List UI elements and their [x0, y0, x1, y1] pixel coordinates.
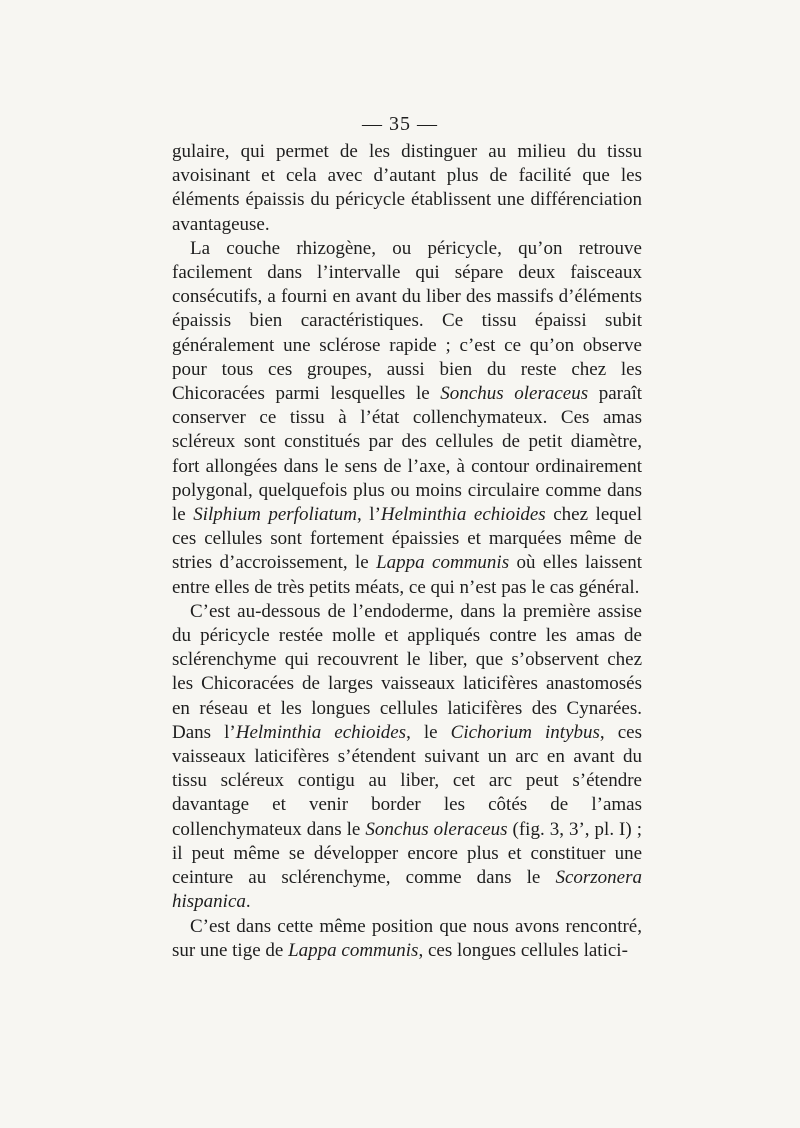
text-run: C’est au-dessous de l’endoderme, dans la première assise du péricycle restée molle et appliqués contre les amas de sclérenchyme qui recouvrent le liber, que s’observent chez les Chicoracées de larges vaisseaux laticifères anastomosés en réseau et les longues cellules laticifères des Cynarées. Dans l’	[172, 600, 642, 743]
text-run: paraît conserver ce tissu à l’état collenchymateux. Ces amas scléreux sont constitués par des cellules de petit diamètre, fort allongées dans le sens de l’axe, à contour ordinairement polygonal, quelquefois plus ou moins circulaire comme dans le	[172, 383, 642, 526]
italic-species-name: Scorzonera hispanica	[172, 867, 642, 913]
text-run: gulaire, qui permet de les distinguer au milieu du tissu avoisinant et cela avec d’autant plus de facilité que les éléments épaissis du péricycle établissent une différenciation avantageuse.	[172, 141, 642, 235]
text-run: C’est dans cette même position que nous avons rencontré, sur une tige de	[172, 915, 642, 961]
italic-species-name: Helminthia echioides	[380, 504, 546, 526]
italic-species-name: Sonchus oleraceus	[365, 818, 508, 840]
italic-species-name: Silphium perfoliatum	[193, 504, 358, 526]
text-run: La couche rhizogène, ou péricycle, qu’on retrouve facilement dans l’intervalle qui sépare deux faisceaux consécutifs, a fourni en avant du liber des massifs d’éléments épaissis bien caractéristiques. Ce tissu épaissi subit généralement une sclérose rapide ; c’est ce qu’on observe pour tous ces groupes, aussi bien du reste chez les Chicoracées parmi lesquelles le	[172, 237, 642, 405]
italic-species-name: Cichorium intybus	[450, 721, 600, 743]
paragraph	[172, 915, 642, 963]
paragraph	[172, 600, 642, 915]
page-number: — 35 —	[362, 113, 438, 135]
text-run: chez lequel ces cellules sont fortement épaissies et marquées même de stries d’accroissement, le	[172, 504, 642, 574]
text-run: , ces vaisseaux laticifères s’étendent suivant un arc en avant du tissu scléreux contigu au liber, cet arc peut s’étendre davantage et venir border les côtés de l’amas collenchymateux dans le	[172, 721, 643, 840]
italic-species-name: Sonchus oleraceus	[440, 383, 589, 405]
text-run: .	[245, 891, 251, 913]
text-run: (fig. 3, 3’, pl. I) ; il peut même se développer encore plus et constituer une ceinture au sclérenchyme, comme dans le	[172, 818, 642, 889]
text-run: , le	[406, 721, 451, 743]
body-text	[172, 140, 642, 963]
italic-species-name: Lappa communis	[288, 939, 419, 961]
text-run: où elles laissent entre elles de très petits méats, ce qui n’est pas le cas général.	[172, 552, 642, 598]
text-run: , ces longues cellules latici-	[418, 939, 628, 961]
italic-species-name: Lappa communis	[376, 552, 510, 574]
paragraph	[172, 237, 642, 600]
italic-species-name: Helminthia echioides	[235, 721, 407, 743]
paragraph	[172, 140, 642, 237]
text-run: , l’	[357, 504, 381, 526]
